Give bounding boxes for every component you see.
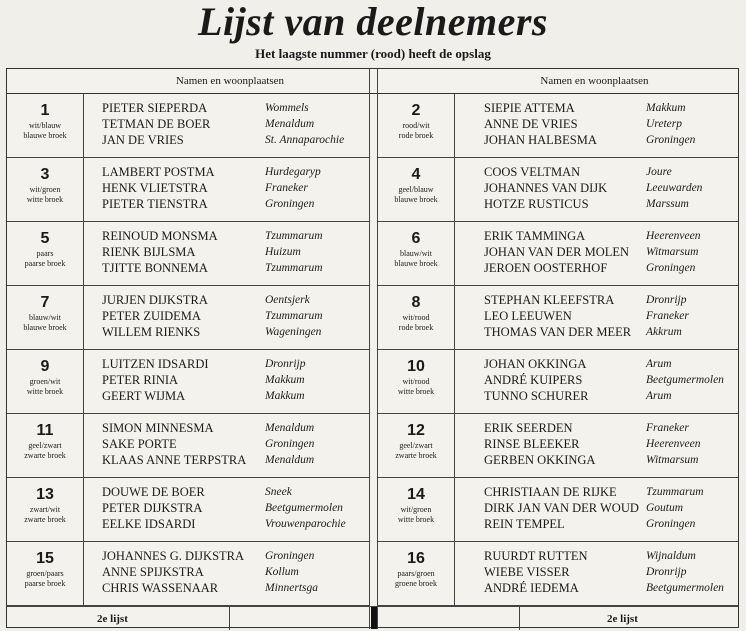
player-names: [484, 420, 595, 468]
team-row: [7, 542, 369, 606]
player-name: LAMBERT POSTMA: [102, 165, 215, 179]
team-number-cell: [7, 94, 84, 157]
team-colors: [7, 185, 83, 205]
team-number-cell: [378, 94, 455, 157]
team-number: 15: [36, 550, 54, 567]
player-place: Oentsjerk: [265, 294, 310, 306]
player-name: COOS VELTMAN: [484, 165, 581, 179]
column-header-right: Namen en woonplaatsen: [540, 75, 649, 87]
player-place: Menaldum: [265, 422, 315, 434]
team-colors: [378, 121, 454, 141]
player-name: JEROEN OOSTERHOF: [484, 261, 608, 275]
team-colors: [378, 505, 454, 525]
player-places: [646, 164, 702, 212]
player-place: Wommels: [265, 102, 309, 114]
team-number: 16: [407, 550, 425, 567]
player-place: Groningen: [646, 134, 696, 146]
player-place: Makkum: [265, 390, 305, 402]
team-number: 12: [407, 422, 425, 439]
player-name: EELKE IDSARDI: [102, 517, 196, 531]
player-places: [646, 292, 689, 340]
team-number-cell: [378, 222, 455, 285]
page-title: Lijst van deelnemers: [198, 0, 548, 44]
team-color-line: blauwe broek: [23, 323, 67, 332]
player-place: Kollum: [265, 566, 299, 578]
team-colors: [378, 249, 454, 269]
team-number-cell: [378, 478, 455, 541]
player-name: RIENK BIJLSMA: [102, 245, 196, 259]
player-places: [646, 228, 700, 276]
player-name: ANDRÉ IEDEMA: [484, 581, 579, 595]
player-name: CHRISTIAAN DE RIJKE: [484, 485, 617, 499]
player-name: ANNE SPIJKSTRA: [102, 565, 204, 579]
player-name: JOHAN OKKINGA: [484, 357, 587, 371]
player-place: Makkum: [646, 102, 686, 114]
player-place: Heerenveen: [646, 438, 701, 450]
player-places: [265, 164, 321, 212]
team-color-line: zwarte broek: [24, 515, 66, 524]
player-places: [265, 100, 344, 148]
player-place: Huizum: [265, 246, 301, 258]
team-colors: [378, 185, 454, 205]
player-names: [102, 164, 215, 212]
player-places: [265, 228, 323, 276]
team-color-line: geel/zwart: [28, 441, 62, 450]
team-color-line: blauwe broek: [394, 259, 438, 268]
player-names: [102, 420, 246, 468]
player-name: ERIK SEERDEN: [484, 421, 573, 435]
player-place: Tzummarum: [265, 230, 323, 242]
player-place: Witmarsum: [646, 454, 699, 466]
center-marker: [371, 607, 377, 629]
player-name: LUITZEN IDSARDI: [102, 357, 209, 371]
player-place: Tzummarum: [646, 486, 704, 498]
team-color-line: rode broek: [398, 131, 434, 140]
team-number: 11: [36, 422, 54, 439]
team-number-cell: [378, 414, 455, 477]
team-number-cell: [378, 286, 455, 349]
team-row: [378, 542, 738, 606]
team-color-line: groen/wit: [29, 377, 61, 386]
team-number: 8: [411, 294, 421, 311]
player-place: Witmarsum: [646, 246, 699, 258]
player-name: TJITTE BONNEMA: [102, 261, 208, 275]
footer-label-left: 2e lijst: [97, 613, 128, 625]
team-color-line: paarse broek: [24, 579, 66, 588]
center-divider: [369, 69, 370, 629]
player-place: Minnertsga: [265, 582, 319, 594]
player-places: [265, 420, 314, 468]
team-number-cell: [7, 478, 84, 541]
player-name: RINSE BLEEKER: [484, 437, 580, 451]
player-place: Beetgumermolen: [265, 502, 343, 514]
player-names: [102, 100, 210, 148]
team-number-cell: [7, 158, 84, 221]
player-names: [484, 548, 588, 596]
team-color-line: paars/groen: [397, 569, 435, 578]
team-colors: [7, 249, 83, 269]
team-row: [378, 414, 738, 478]
player-place: Arum: [646, 358, 672, 370]
player-place: Vrouwenparochie: [265, 518, 346, 530]
player-places: [646, 484, 704, 532]
player-name: ANDRÉ KUIPERS: [484, 373, 583, 387]
player-place: Marssum: [646, 198, 689, 210]
player-names: [102, 484, 205, 532]
team-colors: [7, 121, 83, 141]
team-color-line: paars: [36, 249, 54, 258]
player-place: Groningen: [265, 550, 315, 562]
player-name: SIMON MINNESMA: [102, 421, 214, 435]
column-header-left: Namen en woonplaatsen: [175, 75, 285, 87]
player-name: JOHANNES VAN DIJK: [484, 181, 608, 195]
team-color-line: witte broek: [397, 387, 435, 396]
player-place: Akkrum: [646, 326, 682, 338]
player-places: [646, 100, 695, 148]
player-name: ANNE DE VRIES: [484, 117, 578, 131]
player-name: LEO LEEUWEN: [484, 309, 572, 323]
team-row: [7, 414, 369, 478]
team-row: [378, 350, 738, 414]
player-place: Wijnaldum: [646, 550, 696, 562]
player-name: PETER ZUIDEMA: [102, 309, 201, 323]
player-place: Dronrijp: [265, 358, 306, 370]
team-colors: [7, 377, 83, 397]
player-name: SIEPIE ATTEMA: [484, 101, 575, 115]
player-name: DOUWE DE BOER: [102, 485, 205, 499]
team-number: 5: [40, 230, 50, 247]
team-row: [378, 286, 738, 350]
player-name: TUNNO SCHURER: [484, 389, 589, 403]
player-names: [484, 292, 631, 340]
player-place: Beetgumermolen: [646, 582, 724, 594]
player-place: Ureterp: [646, 118, 682, 130]
player-places: [646, 356, 724, 404]
player-place: Dronrijp: [646, 294, 687, 306]
team-number: 14: [407, 486, 425, 503]
team-colors: [7, 441, 83, 461]
player-name: ERIK TAMMINGA: [484, 229, 586, 243]
player-place: Groningen: [265, 198, 315, 210]
player-place: Joure: [646, 166, 672, 178]
footer-label-right: 2e lijst: [607, 613, 638, 625]
team-number: 9: [40, 358, 50, 375]
player-name: KLAAS ANNE TERPSTRA: [102, 453, 247, 467]
player-name: JOHANNES G. DIJKSTRA: [102, 549, 245, 563]
team-color-line: zwarte broek: [24, 451, 66, 460]
player-places: [646, 548, 724, 596]
team-number: 13: [36, 486, 54, 503]
team-row: [7, 94, 369, 158]
player-places: [265, 548, 318, 596]
team-color-line: wit/rood: [402, 313, 430, 322]
team-number-cell: [7, 542, 84, 605]
footer-cell-divider: [519, 606, 520, 630]
team-number-cell: [7, 350, 84, 413]
team-number: 1: [40, 102, 50, 119]
team-color-line: blauwe broek: [394, 195, 438, 204]
player-name: HENK VLIETSTRA: [102, 181, 208, 195]
player-names: [102, 548, 244, 596]
team-number: 4: [411, 166, 421, 183]
player-place: Heerenveen: [646, 230, 701, 242]
player-place: Groningen: [265, 438, 315, 450]
player-name: PIETER TIENSTRA: [102, 197, 208, 211]
player-name: WIEBE VISSER: [484, 565, 570, 579]
team-number: 10: [407, 358, 425, 375]
player-place: Makkum: [265, 374, 305, 386]
footer-cell-divider: [229, 606, 230, 630]
player-places: [265, 356, 305, 404]
team-color-line: blauwe broek: [23, 131, 67, 140]
team-number-cell: [7, 286, 84, 349]
player-name: PETER DIJKSTRA: [102, 501, 203, 515]
team-color-line: wit/groen: [29, 185, 61, 194]
player-place: Leeuwarden: [646, 182, 703, 194]
left-team-column: [7, 94, 369, 606]
player-name: RUURDT RUTTEN: [484, 549, 588, 563]
team-colors: [378, 441, 454, 461]
team-number-cell: [7, 222, 84, 285]
player-name: REIN TEMPEL: [484, 517, 565, 531]
team-row: [7, 222, 369, 286]
player-name: REINOUD MONSMA: [102, 229, 218, 243]
player-names: [484, 356, 589, 404]
team-color-line: geel/zwart: [399, 441, 433, 450]
player-names: [484, 228, 629, 276]
player-place: St. Annaparochie: [265, 134, 345, 146]
player-names: [484, 484, 639, 532]
player-place: Arum: [646, 390, 672, 402]
player-places: [265, 484, 346, 532]
player-name: HOTZE RUSTICUS: [484, 197, 589, 211]
team-color-line: blauw/wit: [29, 313, 61, 322]
team-number-cell: [378, 350, 455, 413]
player-name: GEERT WIJMA: [102, 389, 186, 403]
team-number-cell: [7, 414, 84, 477]
player-place: Sneek: [265, 486, 292, 498]
player-name: JOHAN HALBESMA: [484, 133, 597, 147]
player-names: [484, 100, 597, 148]
team-color-line: wit/rood: [402, 377, 430, 386]
player-place: Groningen: [646, 518, 696, 530]
team-color-line: witte broek: [397, 515, 435, 524]
player-name: JURJEN DIJKSTRA: [102, 293, 208, 307]
player-name: PETER RINIA: [102, 373, 179, 387]
player-place: Wageningen: [265, 326, 322, 338]
page-subtitle: Het laagste nummer (rood) heeft de opslag: [255, 46, 491, 61]
team-color-line: rood/wit: [402, 121, 430, 130]
player-names: [102, 356, 209, 404]
player-place: Goutum: [646, 502, 684, 514]
player-name: DIRK JAN VAN DER WOUD: [484, 501, 639, 515]
player-name: JOHAN VAN DER MOLEN: [484, 245, 630, 259]
participants-table: [6, 68, 739, 628]
team-row: [7, 350, 369, 414]
player-name: TETMAN DE BOER: [102, 117, 211, 131]
team-colors: [378, 569, 454, 589]
player-place: Franeker: [265, 182, 308, 194]
team-row: [378, 222, 738, 286]
team-color-line: blauw/wit: [400, 249, 432, 258]
team-color-line: wit/blauw: [29, 121, 61, 130]
player-names: [102, 292, 208, 340]
team-colors: [378, 377, 454, 397]
team-colors: [7, 505, 83, 525]
team-color-line: zwarte broek: [395, 451, 437, 460]
team-row: [378, 158, 738, 222]
player-place: Franeker: [646, 422, 689, 434]
team-number-cell: [378, 158, 455, 221]
player-place: Menaldum: [265, 454, 315, 466]
player-places: [646, 420, 700, 468]
team-color-line: rode broek: [398, 323, 434, 332]
team-color-line: zwart/wit: [29, 505, 61, 514]
player-name: WILLEM RIENKS: [102, 325, 201, 339]
team-color-line: witte broek: [26, 387, 64, 396]
player-name: GERBEN OKKINGA: [484, 453, 596, 467]
player-place: Franeker: [646, 310, 689, 322]
player-names: [484, 164, 607, 212]
player-name: JAN DE VRIES: [102, 133, 184, 147]
team-colors: [378, 313, 454, 333]
player-place: Menaldum: [265, 118, 315, 130]
team-row: [378, 94, 738, 158]
team-number-cell: [378, 542, 455, 605]
player-name: CHRIS WASSENAAR: [102, 581, 219, 595]
team-number: 3: [40, 166, 50, 183]
player-place: Dronrijp: [646, 566, 687, 578]
team-color-line: paarse broek: [24, 259, 66, 268]
team-color-line: groen/paars: [26, 569, 64, 578]
team-colors: [7, 569, 83, 589]
player-place: Tzummarum: [265, 262, 323, 274]
player-name: THOMAS VAN DER MEER: [484, 325, 632, 339]
right-team-column: [378, 94, 738, 606]
player-place: Hurdegaryp: [265, 166, 321, 178]
player-place: Tzummarum: [265, 310, 323, 322]
player-name: SAKE PORTE: [102, 437, 177, 451]
team-color-line: geel/blauw: [398, 185, 434, 194]
player-name: PIETER SIEPERDA: [102, 101, 208, 115]
team-row: [7, 478, 369, 542]
player-place: Groningen: [646, 262, 696, 274]
team-number: 7: [40, 294, 50, 311]
team-color-line: wit/groen: [400, 505, 432, 514]
team-row: [378, 478, 738, 542]
team-color-line: witte broek: [26, 195, 64, 204]
player-names: [102, 228, 218, 276]
player-name: STEPHAN KLEEFSTRA: [484, 293, 615, 307]
team-number: 6: [411, 230, 421, 247]
team-row: [7, 158, 369, 222]
team-color-line: groene broek: [395, 579, 437, 588]
player-place: Beetgumermolen: [646, 374, 724, 386]
player-places: [265, 292, 323, 340]
team-number: 2: [411, 102, 421, 119]
team-colors: [7, 313, 83, 333]
team-row: [7, 286, 369, 350]
